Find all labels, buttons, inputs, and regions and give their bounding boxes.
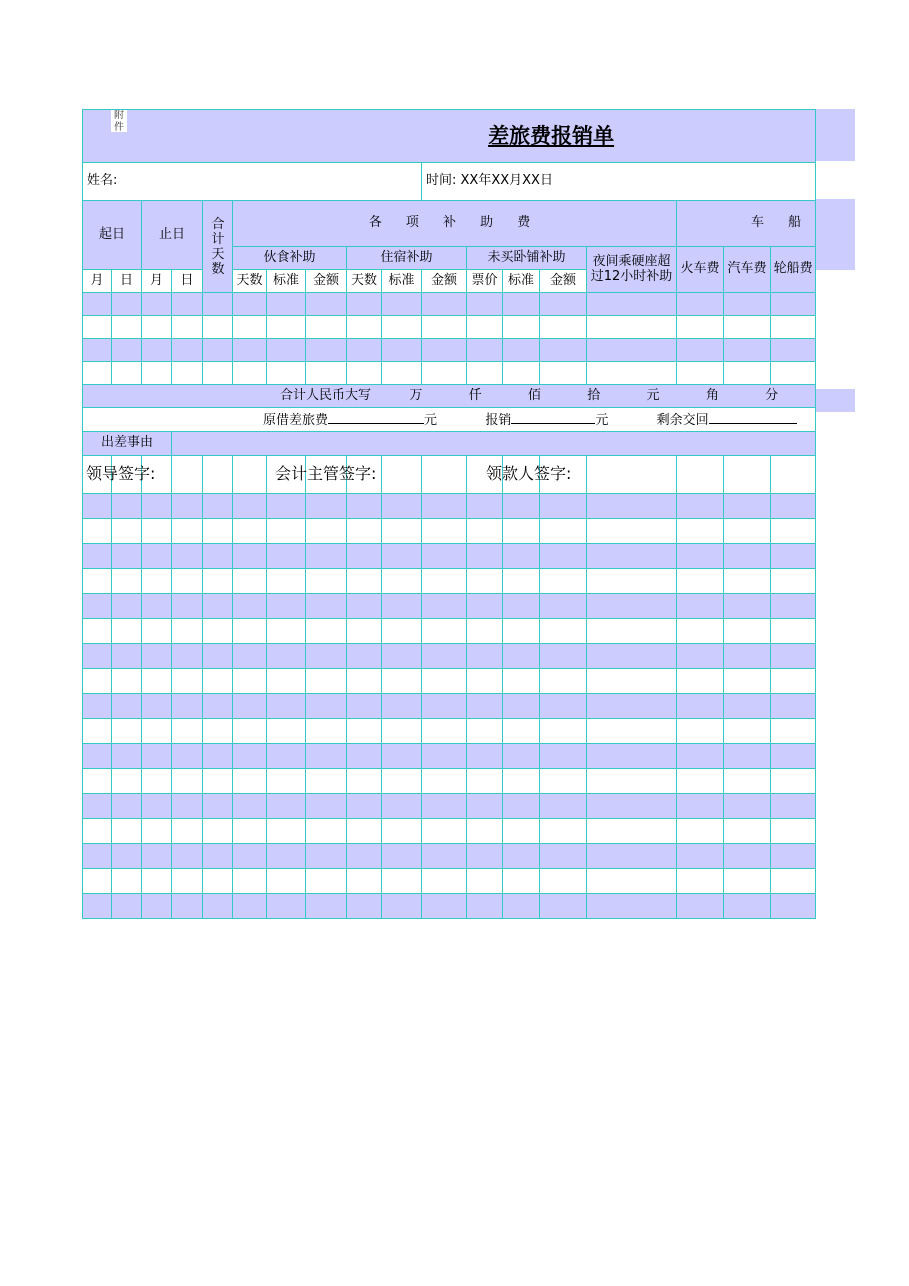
yuan-label-1: 元 xyxy=(424,412,438,428)
signature-row[interactable] xyxy=(83,456,816,494)
borrowed-label: 原借差旅费 xyxy=(263,412,329,428)
table-row[interactable] xyxy=(83,362,816,385)
meal-days-header: 天数 xyxy=(233,270,267,293)
end-month-header: 月 xyxy=(142,270,172,293)
unit-shi: 拾 xyxy=(587,387,601,403)
borrowed-blank[interactable] xyxy=(328,411,424,424)
no-sleeper-subsidy-header: 未买卧铺补助 xyxy=(467,247,587,270)
lodging-amount-header: 金额 xyxy=(422,270,467,293)
ship-fee-header: 轮船费 xyxy=(771,247,816,293)
train-fee-header: 火车费 xyxy=(677,247,724,293)
reimburse-label: 报销 xyxy=(485,412,512,428)
table-row[interactable] xyxy=(83,894,816,919)
name-label: 姓名: xyxy=(87,173,118,189)
table-row[interactable] xyxy=(83,844,816,869)
table-row[interactable] xyxy=(83,794,816,819)
rmb-total-row[interactable] xyxy=(83,385,816,408)
reason-label: 出差事由 xyxy=(83,432,172,456)
night-seat-subsidy-header: 夜间乘硬座超过12小时补助 xyxy=(587,247,677,293)
rmb-total-label: 合计人民币大写 xyxy=(280,387,372,403)
start-day-header: 起日 xyxy=(83,201,142,270)
table-row[interactable] xyxy=(83,494,816,519)
lodging-standard-header: 标准 xyxy=(382,270,422,293)
header-overhang xyxy=(815,199,855,270)
reason-input[interactable] xyxy=(172,432,816,456)
table-row[interactable] xyxy=(83,544,816,569)
table-row[interactable] xyxy=(83,293,816,316)
accounting-signature-label: 会计主管签字: xyxy=(275,464,377,483)
time-value: XX年XX月XX日 xyxy=(460,173,553,189)
travel-expense-table xyxy=(82,109,816,919)
table-row[interactable] xyxy=(83,769,816,794)
total-row-overhang xyxy=(815,389,855,412)
unit-qian: 仟 xyxy=(468,387,482,403)
transport-label: 车 船 xyxy=(751,215,812,231)
table-row[interactable] xyxy=(83,719,816,744)
bus-fee-header: 汽车费 xyxy=(724,247,771,293)
sleeper-standard-header: 标准 xyxy=(503,270,540,293)
unit-jiao: 角 xyxy=(705,387,719,403)
table-row[interactable] xyxy=(83,594,816,619)
table-row[interactable] xyxy=(83,519,816,544)
table-row[interactable] xyxy=(83,869,816,894)
unit-fen: 分 xyxy=(765,387,779,403)
meal-standard-header: 标准 xyxy=(267,270,306,293)
unit-yuan: 元 xyxy=(646,387,660,403)
reimburse-blank[interactable] xyxy=(511,411,595,424)
recipient-signature-label: 领款人签字: xyxy=(486,464,572,483)
table-row[interactable] xyxy=(83,316,816,339)
table-row[interactable] xyxy=(83,644,816,669)
sleeper-ticket-header: 票价 xyxy=(467,270,503,293)
table-row[interactable] xyxy=(83,744,816,769)
table-row[interactable] xyxy=(83,619,816,644)
form-title: 差旅费报销单 xyxy=(488,123,615,148)
table-row[interactable] xyxy=(83,339,816,362)
lodging-subsidy-header: 住宿补助 xyxy=(347,247,467,270)
meal-amount-header: 金额 xyxy=(306,270,347,293)
title-cell xyxy=(83,110,816,163)
subsidies-header: 各 项 补 助 费 xyxy=(233,201,677,247)
table-row[interactable] xyxy=(83,669,816,694)
title-row-overhang xyxy=(815,109,855,161)
attachment-label: 附件 xyxy=(111,110,127,132)
end-day-sub-header: 日 xyxy=(172,270,203,293)
meal-subsidy-header: 伙食补助 xyxy=(233,247,347,270)
start-month-header: 月 xyxy=(83,270,112,293)
remaining-label: 剩余交回 xyxy=(656,412,709,428)
expense-form xyxy=(82,109,815,919)
transport-header xyxy=(677,201,816,247)
total-days-label: 合计天数 xyxy=(211,216,225,277)
total-days-header xyxy=(203,201,233,293)
lodging-days-header: 天数 xyxy=(347,270,382,293)
start-day-sub-header: 日 xyxy=(112,270,142,293)
unit-wan: 万 xyxy=(409,387,423,403)
name-field[interactable] xyxy=(83,163,422,201)
table-row[interactable] xyxy=(83,819,816,844)
name-row-overhang xyxy=(815,161,855,199)
time-label: 时间: xyxy=(426,173,457,189)
sleeper-amount-header: 金额 xyxy=(540,270,587,293)
time-field[interactable] xyxy=(422,163,816,201)
table-row[interactable] xyxy=(83,694,816,719)
end-day-header: 止日 xyxy=(142,201,203,270)
unit-bai: 佰 xyxy=(527,387,541,403)
table-row[interactable] xyxy=(83,569,816,594)
yuan-label-2: 元 xyxy=(595,412,609,428)
advance-row[interactable] xyxy=(83,408,816,432)
leader-signature-label: 领导签字: xyxy=(86,464,156,483)
remaining-blank[interactable] xyxy=(709,411,797,424)
